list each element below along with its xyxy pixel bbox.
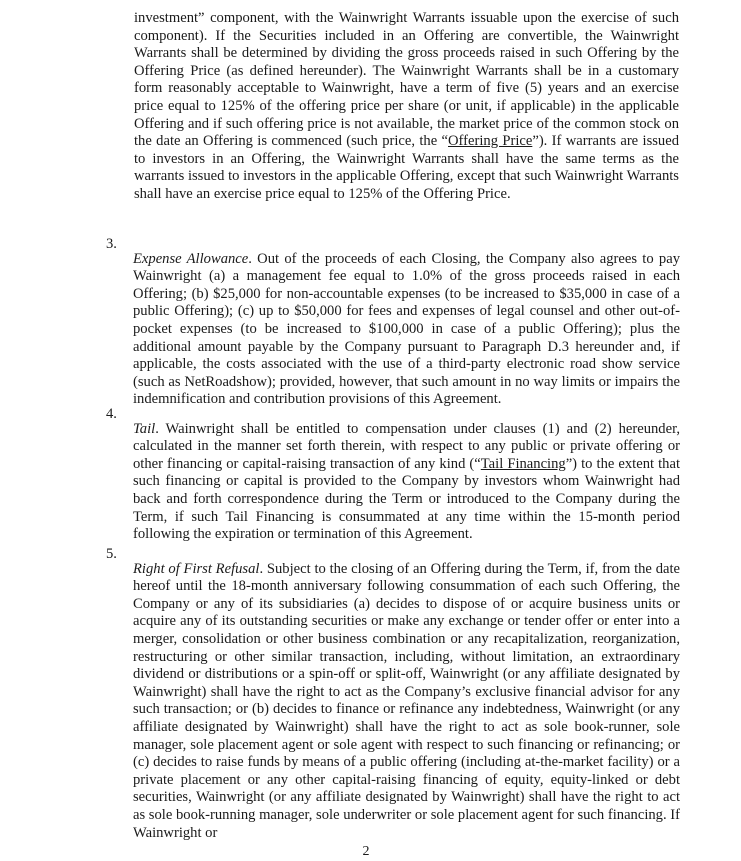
section-heading: Tail (133, 420, 156, 437)
defined-term-offering-price: Offering Price (448, 133, 533, 150)
section-text-b: ”) to the extent that such financing or capital is provided to the Company by investors whom Wainwright had back and forth correspondence during the Term or introduced to the Company during the Term, if such Tail Financing is consummated at any time within the 15-month period following the expiration or termination of this Agreement. (133, 455, 681, 543)
section-number: 3. (106, 236, 117, 252)
intro-text-1: investment” component, with the Wainwright Warrants issuable upon the exercise of such component). If the Securities included in an Offering are convertible, the Wainwright Warrants shall be determined by dividing the gross proceeds raised in such Offering by the Offering Price (as defined hereunder). The Wainwright Warrants shall be in a customary form reasonably acceptable to Wainwright, have a term of five (5) years and an exercise price equal to 125% of the offering price per share (or unit, if applicable) in the applicable Offering and if such offering price is not available, the market price of the common stock on the date an Offering is commenced (such price, the “ (134, 10, 679, 150)
intro-paragraph (134, 10, 679, 204)
defined-term-tail-financing: Tail Financing (480, 455, 566, 472)
section-heading: Expense Allowance (133, 250, 249, 267)
page-number: 2 (362, 844, 370, 859)
section-heading: Right of First Refusal (133, 560, 260, 577)
section-text-a: . Wainwright shall be entitled to compensation under clauses (1) and (2) hereunder, calculated in the manner set forth therein, with respect to any public or private offering or other financing or capital-raising transaction of any kind (“ (133, 420, 680, 472)
section-number: 5. (106, 546, 117, 562)
intro-text-2: ”). If warrants are issued to investors in an Offering, the Wainwright Warrants shall have the same terms as the warrants issued to investors in the applicable Offering, except that such Wainwright Warrants shall have an exercise price equal to 125% of the Offering Price. (134, 133, 679, 202)
section-body (133, 251, 680, 409)
section-body (133, 421, 680, 544)
section-number: 4. (106, 406, 117, 422)
section-text: . Subject to the closing of an Offering during the Term, if, from the date hereof until the 18-month anniversary following consummation of each such Offering, the Company or any of its subsidiaries (a) decides to dispose of or acquire business units or acquire any of its outstanding securities or make any exchange or tender offer or enter into a merger, consolidation or other business combination or any recapitalization, reorganization, restructuring or other similar transaction, including, without limitation, an extraordinary dividend or distributions or a spin-off or split-off, Wainwright (or any affiliate designated by Wainwright) shall have the right to act as the Company’s exclusive financial advisor for any such transaction; or (b) decides to finance or refinance any indebtedness, Wainwright (or any affiliate designated by Wainwright) shall have the right to act as sole book-runner, sole manager, sole placement agent or sole agent with respect to such financing or refinancing; or (c) decides to raise funds by means of a public offering (including at-the-market facility) or a private placement or any other capital-raising financing of equity, equity-linked or debt securities, Wainwright (or any affiliate designated by Wainwright) shall have the right to act as sole book-running manager, sole underwriter or sole placement agent for such financing. If Wainwright or (133, 560, 680, 841)
section-text: . Out of the proceeds of each Closing, the Company also agrees to pay Wainwright (a) a management fee equal to 1.0% of the gross proceeds raised in each Offering; (b) $25,000 for non-accountable expenses (to be increased to $35,000 in case of a public Offering); (c) up to $50,000 for fees and expenses of legal counsel and other out-of-pocket expenses (to be increased to $100,000 in case of a public Offering); plus the additional amount payable by the Company pursuant to Paragraph D.3 hereunder and, if applicable, the costs associated with the use of a third-party electronic road show service (such as NetRoadshow); provided, however, that such amount in no way limits or impairs the indemnification and contribution provisions of this Agreement. (133, 250, 681, 408)
section-body (133, 561, 680, 843)
